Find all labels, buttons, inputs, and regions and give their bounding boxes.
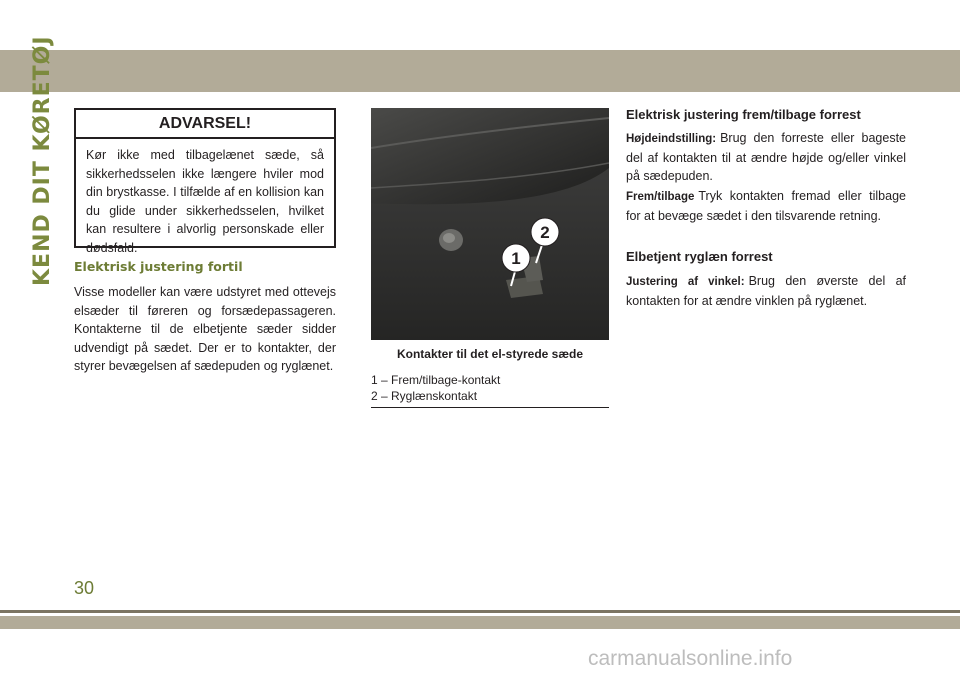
callout-2: 2 (540, 223, 550, 242)
para-height-adjust (626, 129, 906, 186)
callout-1: 1 (511, 249, 521, 268)
section-heading-front-adjust: Elektrisk justering fortil (74, 259, 243, 274)
para-fore-aft (626, 187, 906, 225)
seat-switch-illustration (371, 108, 609, 340)
legend-item-1: 1 – Frem/tilbage-kontakt (371, 373, 501, 387)
top-header-band (0, 50, 960, 92)
section-heading-recliner: Elbetjent ryglæn forrest (626, 249, 773, 264)
section-body-front-adjust: Visse modeller kan være udstyret med ottevejs elsæder til føreren og forsædepassageren. Kontakterne til de elbetjente sæder sidder udvendigt på sædet. Der er to kontakter, der styrer bevægelsen af sædepuden og ryglænet. (74, 285, 336, 374)
footer-rule (0, 610, 960, 613)
warning-title: ADVARSEL! (76, 110, 334, 139)
para-recliner (626, 272, 906, 310)
label-angle-adjust: Justering af vinkel: (626, 276, 745, 288)
section-heading-fore-aft: Elektrisk justering frem/tilbage forrest (626, 107, 861, 122)
text-height-adjust: Brug den forreste eller bageste del af kontakten til at ændre højde og/eller vinkel på sædepuden. (626, 131, 906, 184)
text-angle-adjust: Brug den øverste del af kontakten for at ændre vinklen på ryglænet. (626, 274, 906, 308)
text-fore-aft: Tryk kontakten fremad eller tilbage for at bevæge sædet i den tilsvarende retning. (626, 189, 906, 223)
warning-box (74, 108, 336, 255)
chapter-side-title: KEND DIT KØRETØJ (30, 35, 55, 286)
page-number: 30 (74, 578, 95, 598)
seat-switch-photo (371, 108, 609, 340)
watermark-text: carmanualsonline.info (588, 647, 793, 670)
footer-band (0, 616, 960, 629)
warning-text: Kør ikke med tilbagelænet sæde, så sikkerhedsselen ikke længere hviler mod din brystkasse. I tilfælde af en kollision kan du glide under sikkerhedsselen, hvilket kan resultere i alvorlig personskade eller dødsfald. (86, 148, 324, 255)
legend-item-2: 2 – Ryglænskontakt (371, 388, 478, 403)
figure-legend (371, 373, 609, 404)
label-height-adjust: Højdeindstilling: (626, 133, 717, 145)
legend-divider (371, 407, 609, 408)
label-fore-aft: Frem/tilbage (626, 191, 695, 203)
figure-caption: Kontakter til det el-styrede sæde (396, 347, 584, 361)
